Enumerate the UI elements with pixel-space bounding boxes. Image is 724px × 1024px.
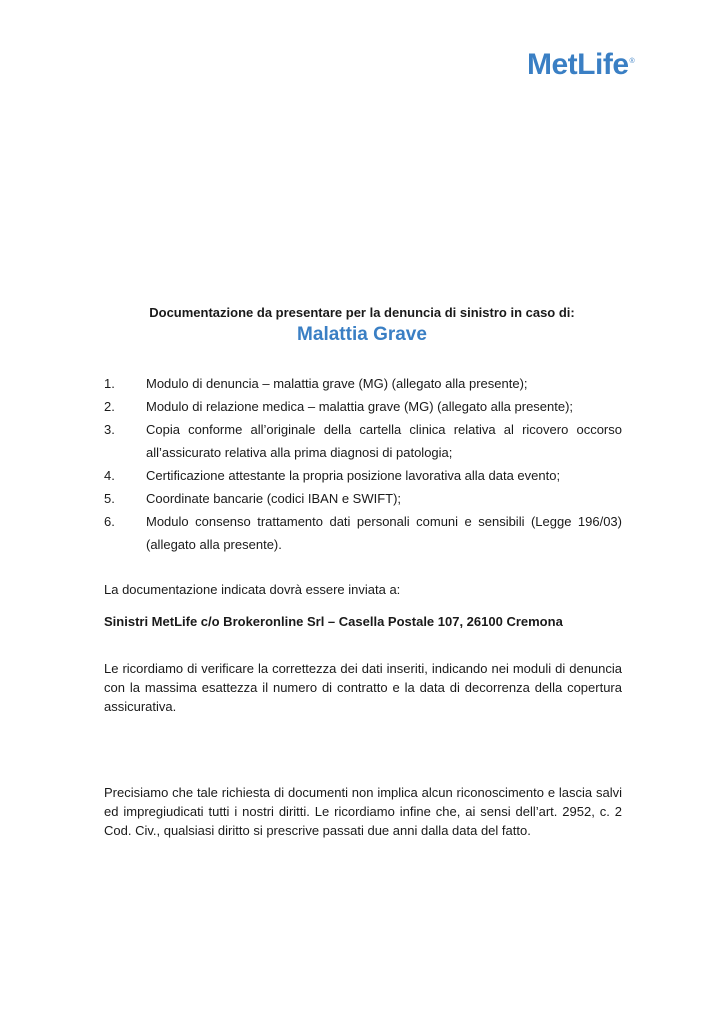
verify-paragraph: Le ricordiamo di verificare la correttezza dei dati inseriti, indicando nei moduli di denuncia con la massima esattezza il numero di contratto e la data di decorrenza della copertura assicurativa. <box>104 661 622 714</box>
documents-list <box>104 372 622 556</box>
metlife-logo <box>527 50 633 80</box>
list-item-number: 5. <box>104 491 115 506</box>
document-heading <box>0 304 724 347</box>
send-intro-paragraph: La documentazione indicata dovrà essere inviata a: <box>104 582 401 597</box>
list-item <box>104 487 622 510</box>
list-item-text: Modulo di denuncia – malattia grave (MG) (allegato alla presente); <box>146 376 528 391</box>
list-item-text: Copia conforme all’originale della cartella clinica relativa al ricovero occorso all’assicurato relativa alla prima diagnosi di patologia; <box>146 422 622 460</box>
list-item <box>104 395 622 418</box>
postal-address: Sinistri MetLife c/o Brokeronline Srl – Casella Postale 107, 26100 Cremona <box>104 614 563 629</box>
list-item-number: 3. <box>104 422 115 437</box>
list-item-text: Coordinate bancarie (codici IBAN e SWIFT); <box>146 491 402 506</box>
logo-registered-mark: ® <box>629 58 635 65</box>
heading-title: Malattia Grave <box>297 324 427 345</box>
list-item <box>104 372 622 395</box>
disclaimer-paragraph: Precisiamo che tale richiesta di documenti non implica alcun riconoscimento e lascia salvi ed impregiudicati tutti i nostri diritti. Le ricordiamo infine che, ai sensi dell’art. 2952, c. 2 Cod. Civ., qualsiasi diritto si prescrive passati due anni dalla data del fatto. <box>104 785 622 838</box>
list-item-text: Modulo di relazione medica – malattia grave (MG) (allegato alla presente); <box>146 399 574 414</box>
list-item-number: 4. <box>104 468 115 483</box>
list-item-number: 2. <box>104 399 115 414</box>
list-item-number: 6. <box>104 514 115 529</box>
list-item-text: Certificazione attestante la propria posizione lavorativa alla data evento; <box>146 468 561 483</box>
logo-text: MetLife <box>527 48 629 81</box>
list-item-text: Modulo consenso trattamento dati personali comuni e sensibili (Legge 196/03) (allegato alla presente). <box>146 514 622 552</box>
list-item <box>104 464 622 487</box>
list-item <box>104 510 622 556</box>
heading-subtitle: Documentazione da presentare per la denuncia di sinistro in caso di: <box>149 305 575 320</box>
list-item-number: 1. <box>104 376 115 391</box>
list-item <box>104 418 622 464</box>
